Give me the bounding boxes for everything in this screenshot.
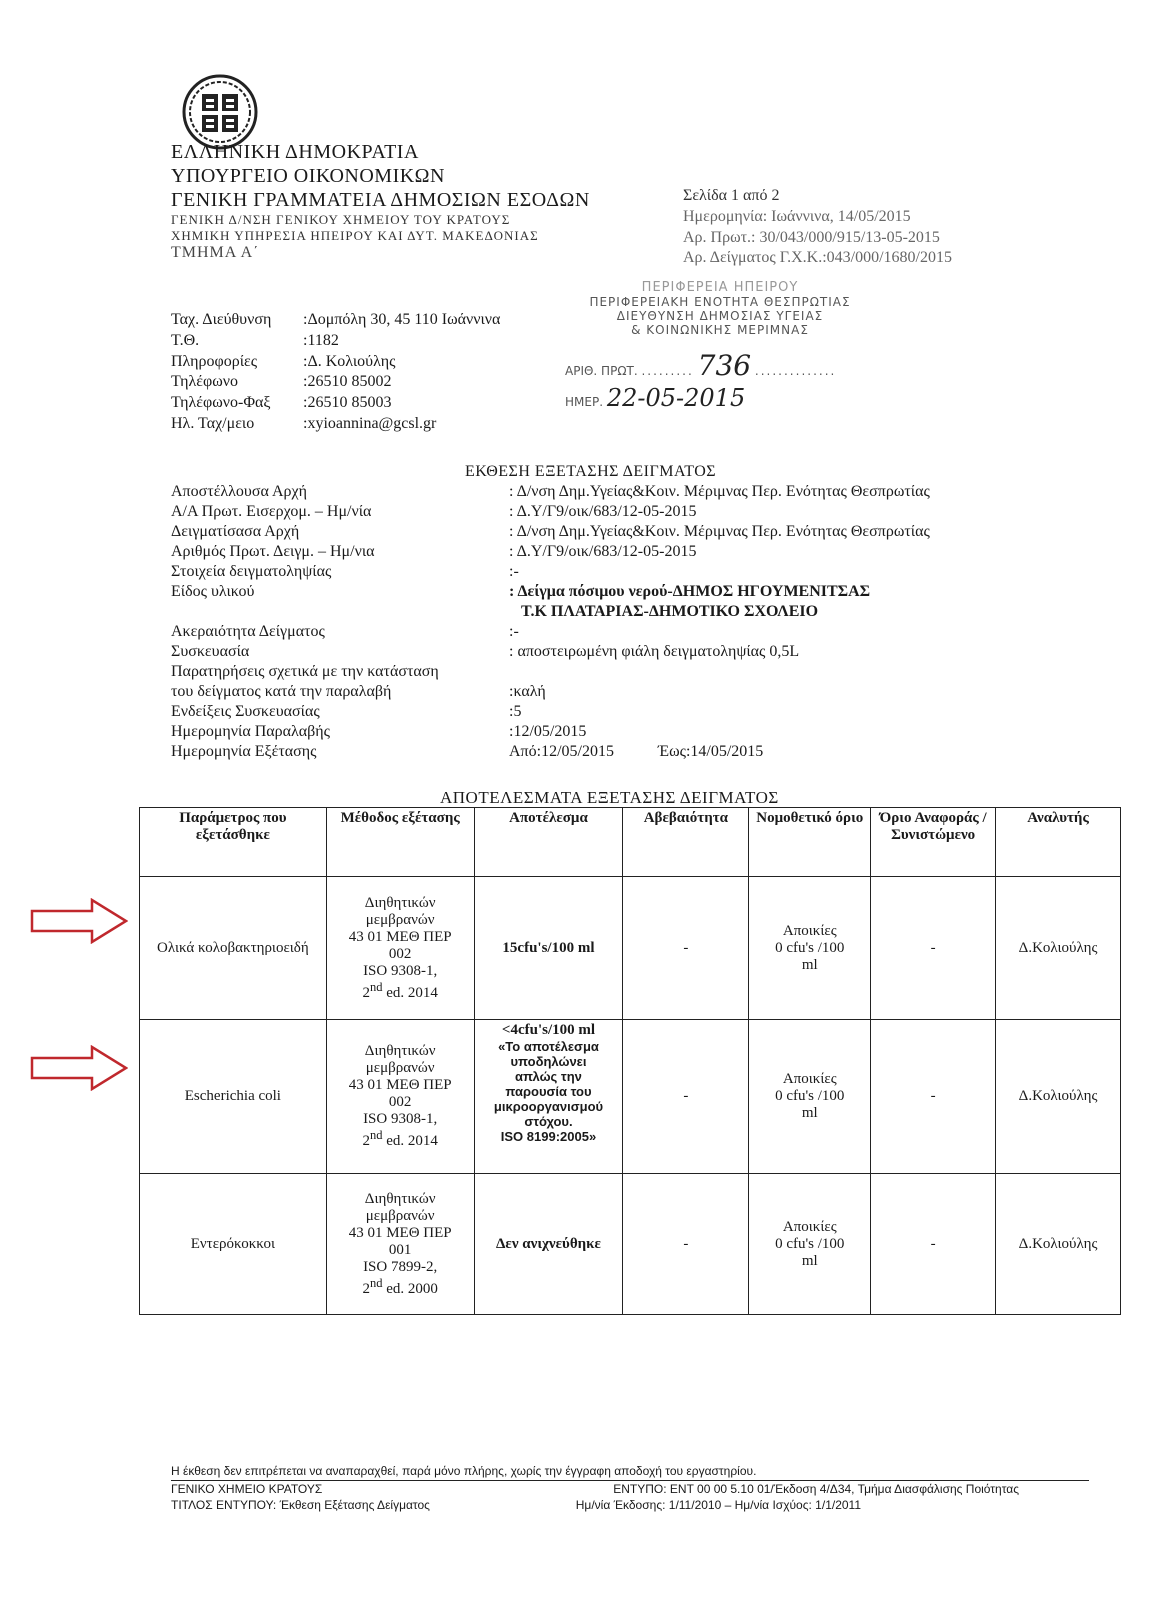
info-key: Στοιχεία δειγματοληψίας	[171, 563, 332, 580]
contact-key: Ταχ. Διεύθυνση	[171, 311, 272, 328]
contact-value: :26510 85002	[303, 373, 392, 391]
parameter-name: Escherichia coli	[184, 1088, 281, 1104]
contact-row	[171, 352, 500, 373]
method-line: ISO 9308-1,	[363, 1111, 438, 1127]
limit-line: 0 cfu's /100	[775, 939, 845, 956]
header-uncertainty: Αβεβαιότητα	[623, 808, 749, 877]
sample-number: Αρ. Δείγματος Γ.Χ.Κ.:043/000/1680/2015	[683, 249, 952, 267]
info-value: :12/05/2015	[509, 723, 587, 740]
limit-line: 0 cfu's /100	[775, 1088, 845, 1104]
limit-line: 0 cfu's /100	[775, 1235, 845, 1252]
info-row	[171, 522, 930, 542]
contact-key: Ηλ. Ταχ/μειο	[171, 414, 255, 432]
contact-key: Τ.Θ.	[171, 331, 200, 349]
reference-cell: -	[871, 1020, 996, 1174]
contact-value: :xyioannina@gcsl.gr	[303, 414, 437, 432]
header-analyst: Αναλυτής	[996, 808, 1121, 877]
header-line-3: ΓΕΝΙΚΗ ΓΡΑΜΜΑΤΕΙΑ ΔΗΜΟΣΙΩΝ ΕΣΟΔΩΝ	[171, 189, 590, 211]
info-key: Α/Α Πρωτ. Εισερχομ. – Ημ/νία	[171, 503, 372, 520]
info-value: :5	[509, 703, 522, 720]
legal-limit-cell	[749, 1020, 871, 1174]
contact-row	[171, 331, 500, 352]
contact-key: Πληροφορίες	[171, 352, 258, 370]
info-row	[171, 702, 930, 722]
document-reference	[683, 186, 952, 269]
method-line: 43 01 ΜΕΘ ΠΕΡ	[348, 928, 452, 945]
header-line-4: ΓΕΝΙΚΗ Δ/ΝΣΗ ΓΕΝΙΚΟΥ ΧΗΜΕΙΟΥ ΤΟΥ ΚΡΑΤΟΥΣ	[171, 212, 511, 227]
info-value: : Δ/νση Δημ.Υγείας&Κοιν. Μέριμνας Περ. Ενότητας Θεσπρωτίας	[509, 483, 930, 500]
legal-limit-cell	[749, 1174, 871, 1315]
parameter-name: Ολικά κολοβακτηριοειδή	[157, 939, 309, 956]
info-key: Ενδείξεις Συσκευασίας	[171, 703, 320, 720]
letterhead	[171, 140, 590, 262]
limit-line: Αποικίες	[782, 1218, 837, 1235]
info-key: Ακεραιότητα Δείγματος	[171, 623, 325, 640]
result-note-line: υποδηλώνει	[510, 1054, 587, 1069]
table-row	[140, 1020, 1121, 1174]
result-note-line: ISO 8199:2005»	[500, 1129, 597, 1144]
contact-row	[171, 372, 500, 393]
result-value: 15cfu's/100 ml	[502, 939, 595, 956]
method-line: μεμβρανών	[365, 911, 435, 928]
result-value: Δεν ανιχνεύθηκε	[496, 1235, 601, 1252]
table-row	[140, 1174, 1121, 1315]
method-line: 43 01 ΜΕΘ ΠΕΡ	[348, 1224, 452, 1241]
method-line: Διηθητικών	[364, 894, 436, 911]
method-line: 001	[388, 1241, 412, 1258]
stamp-line-0: ΠΕΡΙΦΕΡΕΙΑ ΗΠΕΙΡΟΥ	[641, 280, 799, 295]
method-line: 002	[388, 1094, 412, 1110]
info-key: Συσκευασία	[171, 643, 250, 660]
stamp-date-value: 22-05-2015	[606, 384, 746, 412]
parameter-cell	[140, 1174, 327, 1315]
limit-line: Αποικίες	[782, 1071, 837, 1087]
header-reference: Όριο Αναφοράς / Συνιστώμενο	[871, 808, 996, 877]
method-cell	[326, 877, 474, 1020]
header-parameter: Παράμετρος που εξετάσθηκε	[140, 808, 327, 877]
info-value: : Δείγμα πόσιμου νερού-ΔΗΜΟΣ ΗΓΟΥΜΕΝΙΤΣΑΣ	[509, 583, 871, 600]
sample-info	[171, 482, 930, 762]
form-footer	[171, 1464, 1089, 1513]
info-row	[171, 562, 930, 582]
reference-cell: -	[871, 1174, 996, 1315]
footer-organization: ΓΕΝΙΚΟ ΧΗΜΕΙΟ ΚΡΑΤΟΥΣ	[171, 1482, 323, 1496]
stamp-line-1: ΠΕΡΙΦΕΡΕΙΑΚΗ ΕΝΟΤΗΤΑ ΘΕΣΠΡΩΤΙΑΣ	[589, 295, 851, 309]
footer-form-dates: Ημ/νία Έκδοσης: 1/11/2010 – Ημ/νία Ισχύος: 1/1/2011	[575, 1498, 861, 1512]
parameter-name: Εντερόκοκκοι	[190, 1235, 276, 1252]
legal-limit-cell	[749, 877, 871, 1020]
method-cell	[326, 1020, 474, 1174]
info-row	[171, 482, 930, 502]
info-value: Από:12/05/2015	[509, 743, 614, 760]
report-title: ΕΚΘΕΣΗ ΕΞΕΤΑΣΗΣ ΔΕΙΓΜΑΤΟΣ	[465, 463, 717, 480]
red-arrow-icon	[30, 1045, 128, 1091]
stamp-line-3: & ΚΟΙΝΩΝΙΚΗΣ ΜΕΡΙΜΝΑΣ	[631, 323, 809, 337]
header-line-1: ΕΛΛΗΝΙΚΗ ΔΗΜΟΚΡΑΤΙΑ	[171, 141, 419, 163]
results-header-row	[140, 808, 1121, 877]
footer-form-title: ΤΙΤΛΟΣ ΕΝΤΥΠΟΥ: Έκθεση Εξέτασης Δείγματος	[171, 1498, 430, 1512]
info-row	[171, 502, 930, 522]
result-note-line: παρουσία του	[505, 1084, 592, 1099]
table-row	[140, 877, 1121, 1020]
info-value: : αποστειρωμένη φιάλη δειγματοληψίας 0,5L	[509, 643, 800, 660]
stamp-line-2: ΔΙΕΥΘΥΝΣΗ ΔΗΜΟΣΙΑΣ ΥΓΕΙΑΣ	[616, 309, 824, 323]
result-value: <4cfu's/100 ml	[501, 1022, 596, 1038]
stamp-date-label: ΗΜΕΡ.	[565, 395, 604, 409]
result-cell	[474, 877, 623, 1020]
header-line-5: ΧΗΜΙΚΗ ΥΠΗΡΕΣΙΑ ΗΠΕΙΡΟΥ ΚΑΙ ΔΥΤ. ΜΑΚΕΔΟΝΙΑΣ	[171, 227, 539, 243]
info-key: Ημερομηνία Εξέτασης	[171, 743, 317, 760]
info-value: :καλή	[509, 683, 546, 700]
reference-cell: -	[871, 877, 996, 1020]
results-title: ΑΠΟΤΕΛΕΣΜΑΤΑ ΕΞΕΤΑΣΗΣ ΔΕΙΓΜΑΤΟΣ	[440, 788, 779, 807]
analyst-cell: Δ.Κολιούλης	[996, 877, 1121, 1020]
method-line: Διηθητικών	[364, 1190, 436, 1207]
header-legal-limit: Νομοθετικό όριο	[749, 808, 871, 877]
header-result: Αποτέλεσμα	[474, 808, 623, 877]
uncertainty-cell: -	[623, 877, 749, 1020]
header-method: Μέθοδος εξέτασης	[326, 808, 474, 877]
parameter-cell	[140, 1020, 327, 1174]
method-line: 2nd ed. 2000	[362, 1275, 438, 1297]
info-key: Δειγματίσασα Αρχή	[171, 523, 300, 540]
info-row	[171, 722, 930, 742]
contact-value: :Δομπόλη 30, 45 110 Ιωάννινα	[303, 311, 501, 328]
uncertainty-cell: -	[623, 1020, 749, 1174]
limit-line: ml	[801, 1252, 818, 1269]
info-row	[171, 642, 930, 662]
analyst-cell: Δ.Κολιούλης	[996, 1020, 1121, 1174]
contact-row	[171, 310, 500, 331]
result-note-line: απλώς την	[515, 1069, 582, 1084]
info-value: :-	[509, 623, 519, 640]
info-key: του δείγματος κατά την παραλαβή	[171, 683, 392, 700]
info-row	[171, 622, 930, 642]
stamp-protocol: ΑΡΙΘ. ΠΡΩΤ. ......... 736 ..............	[565, 349, 837, 382]
result-note-line: στόχου.	[524, 1114, 573, 1129]
contact-value: :1182	[303, 331, 339, 349]
protocol-number: Αρ. Πρωτ.: 30/043/000/915/13-05-2015	[683, 228, 940, 246]
info-row	[171, 682, 930, 702]
info-value-line-2: Τ.Κ ΠΛΑΤΑΡΙΑΣ-ΔΗΜΟΤΙΚΟ ΣΧΟΛΕΙΟ	[521, 603, 819, 620]
reproduction-note: Η έκθεση δεν επιτρέπεται να αναπαραχθεί, παρά μόνο πλήρης, χωρίς την έγγραφη αποδοχή του εργαστηρίου.	[171, 1464, 757, 1478]
parameter-cell	[140, 877, 327, 1020]
contact-key: Τηλέφωνο-Φαξ	[171, 394, 271, 412]
limit-line: ml	[801, 1105, 818, 1121]
info-key: Αριθμός Πρωτ. Δειγμ. – Ημ/νια	[171, 543, 375, 560]
method-line: 002	[388, 945, 412, 962]
info-value: : Δ.Υ/Γ9/οικ/683/12-05-2015	[509, 503, 697, 520]
header-line-6: ΤΜΗΜΑ Α΄	[171, 244, 260, 262]
contact-row	[171, 393, 500, 414]
info-row	[171, 542, 930, 562]
info-row	[171, 662, 930, 682]
result-note-line: μικροοργανισμού	[493, 1099, 604, 1114]
info-value-extra: Έως:14/05/2015	[657, 743, 764, 760]
contact-value: :Δ. Κολιούλης	[303, 352, 396, 370]
info-key: Παρατηρήσεις σχετικά με την κατάσταση	[171, 663, 439, 680]
contact-key: Τηλέφωνο	[171, 373, 239, 391]
results-table	[139, 807, 1121, 1315]
method-line: 2nd ed. 2014	[362, 979, 438, 1001]
info-row	[171, 742, 930, 762]
result-cell	[474, 1020, 623, 1174]
page-number: Σελίδα 1 από 2	[683, 187, 780, 204]
info-key: Ημερομηνία Παραλαβής	[171, 723, 330, 740]
contact-value: :26510 85003	[303, 394, 392, 412]
info-value: : Δ.Υ/Γ9/οικ/683/12-05-2015	[509, 543, 697, 560]
analyst-cell: Δ.Κολιούλης	[996, 1174, 1121, 1315]
header-line-2: ΥΠΟΥΡΓΕΙΟ ΟΙΚΟΝΟΜΙΚΩΝ	[171, 165, 445, 187]
stamp-date	[565, 384, 875, 412]
uncertainty-cell: -	[623, 1174, 749, 1315]
method-line: ISO 9308-1,	[363, 962, 438, 979]
footer-form-code: ΕΝΤΥΠΟ: ΕΝΤ 00 00 5.10 01/Έκδοση 4/Δ34, Τμήμα Διασφάλισης Ποιότητας	[613, 1482, 1019, 1496]
method-line: μεμβρανών	[365, 1060, 435, 1076]
result-cell	[474, 1174, 623, 1315]
method-line: 2nd ed. 2014	[362, 1128, 438, 1149]
info-value: : Δ/νση Δημ.Υγείας&Κοιν. Μέριμνας Περ. Ενότητας Θεσπρωτίας	[509, 523, 930, 540]
limit-line: Αποικίες	[782, 922, 837, 939]
incoming-stamp	[565, 280, 875, 412]
document-date: Ημερομηνία: Ιωάννινα, 14/05/2015	[683, 207, 911, 225]
info-key: Είδος υλικού	[171, 583, 255, 600]
info-key: Αποστέλλουσα Αρχή	[171, 483, 307, 500]
stamp-protocol-label: ΑΡΙΘ. ΠΡΩΤ.	[565, 364, 638, 378]
red-arrow-icon	[30, 898, 128, 944]
method-cell	[326, 1174, 474, 1315]
method-line: 43 01 ΜΕΘ ΠΕΡ	[348, 1077, 452, 1093]
method-line: ISO 7899-2,	[363, 1258, 438, 1275]
info-row	[171, 582, 930, 622]
method-line: μεμβρανών	[365, 1207, 435, 1224]
stamp-protocol-value: 736	[697, 349, 752, 382]
limit-line: ml	[801, 956, 818, 973]
method-line: Διηθητικών	[364, 1043, 436, 1059]
contact-details	[171, 310, 500, 435]
info-value: :-	[509, 563, 519, 580]
contact-row	[171, 414, 500, 435]
result-note-line: «Το αποτέλεσμα	[498, 1039, 599, 1054]
